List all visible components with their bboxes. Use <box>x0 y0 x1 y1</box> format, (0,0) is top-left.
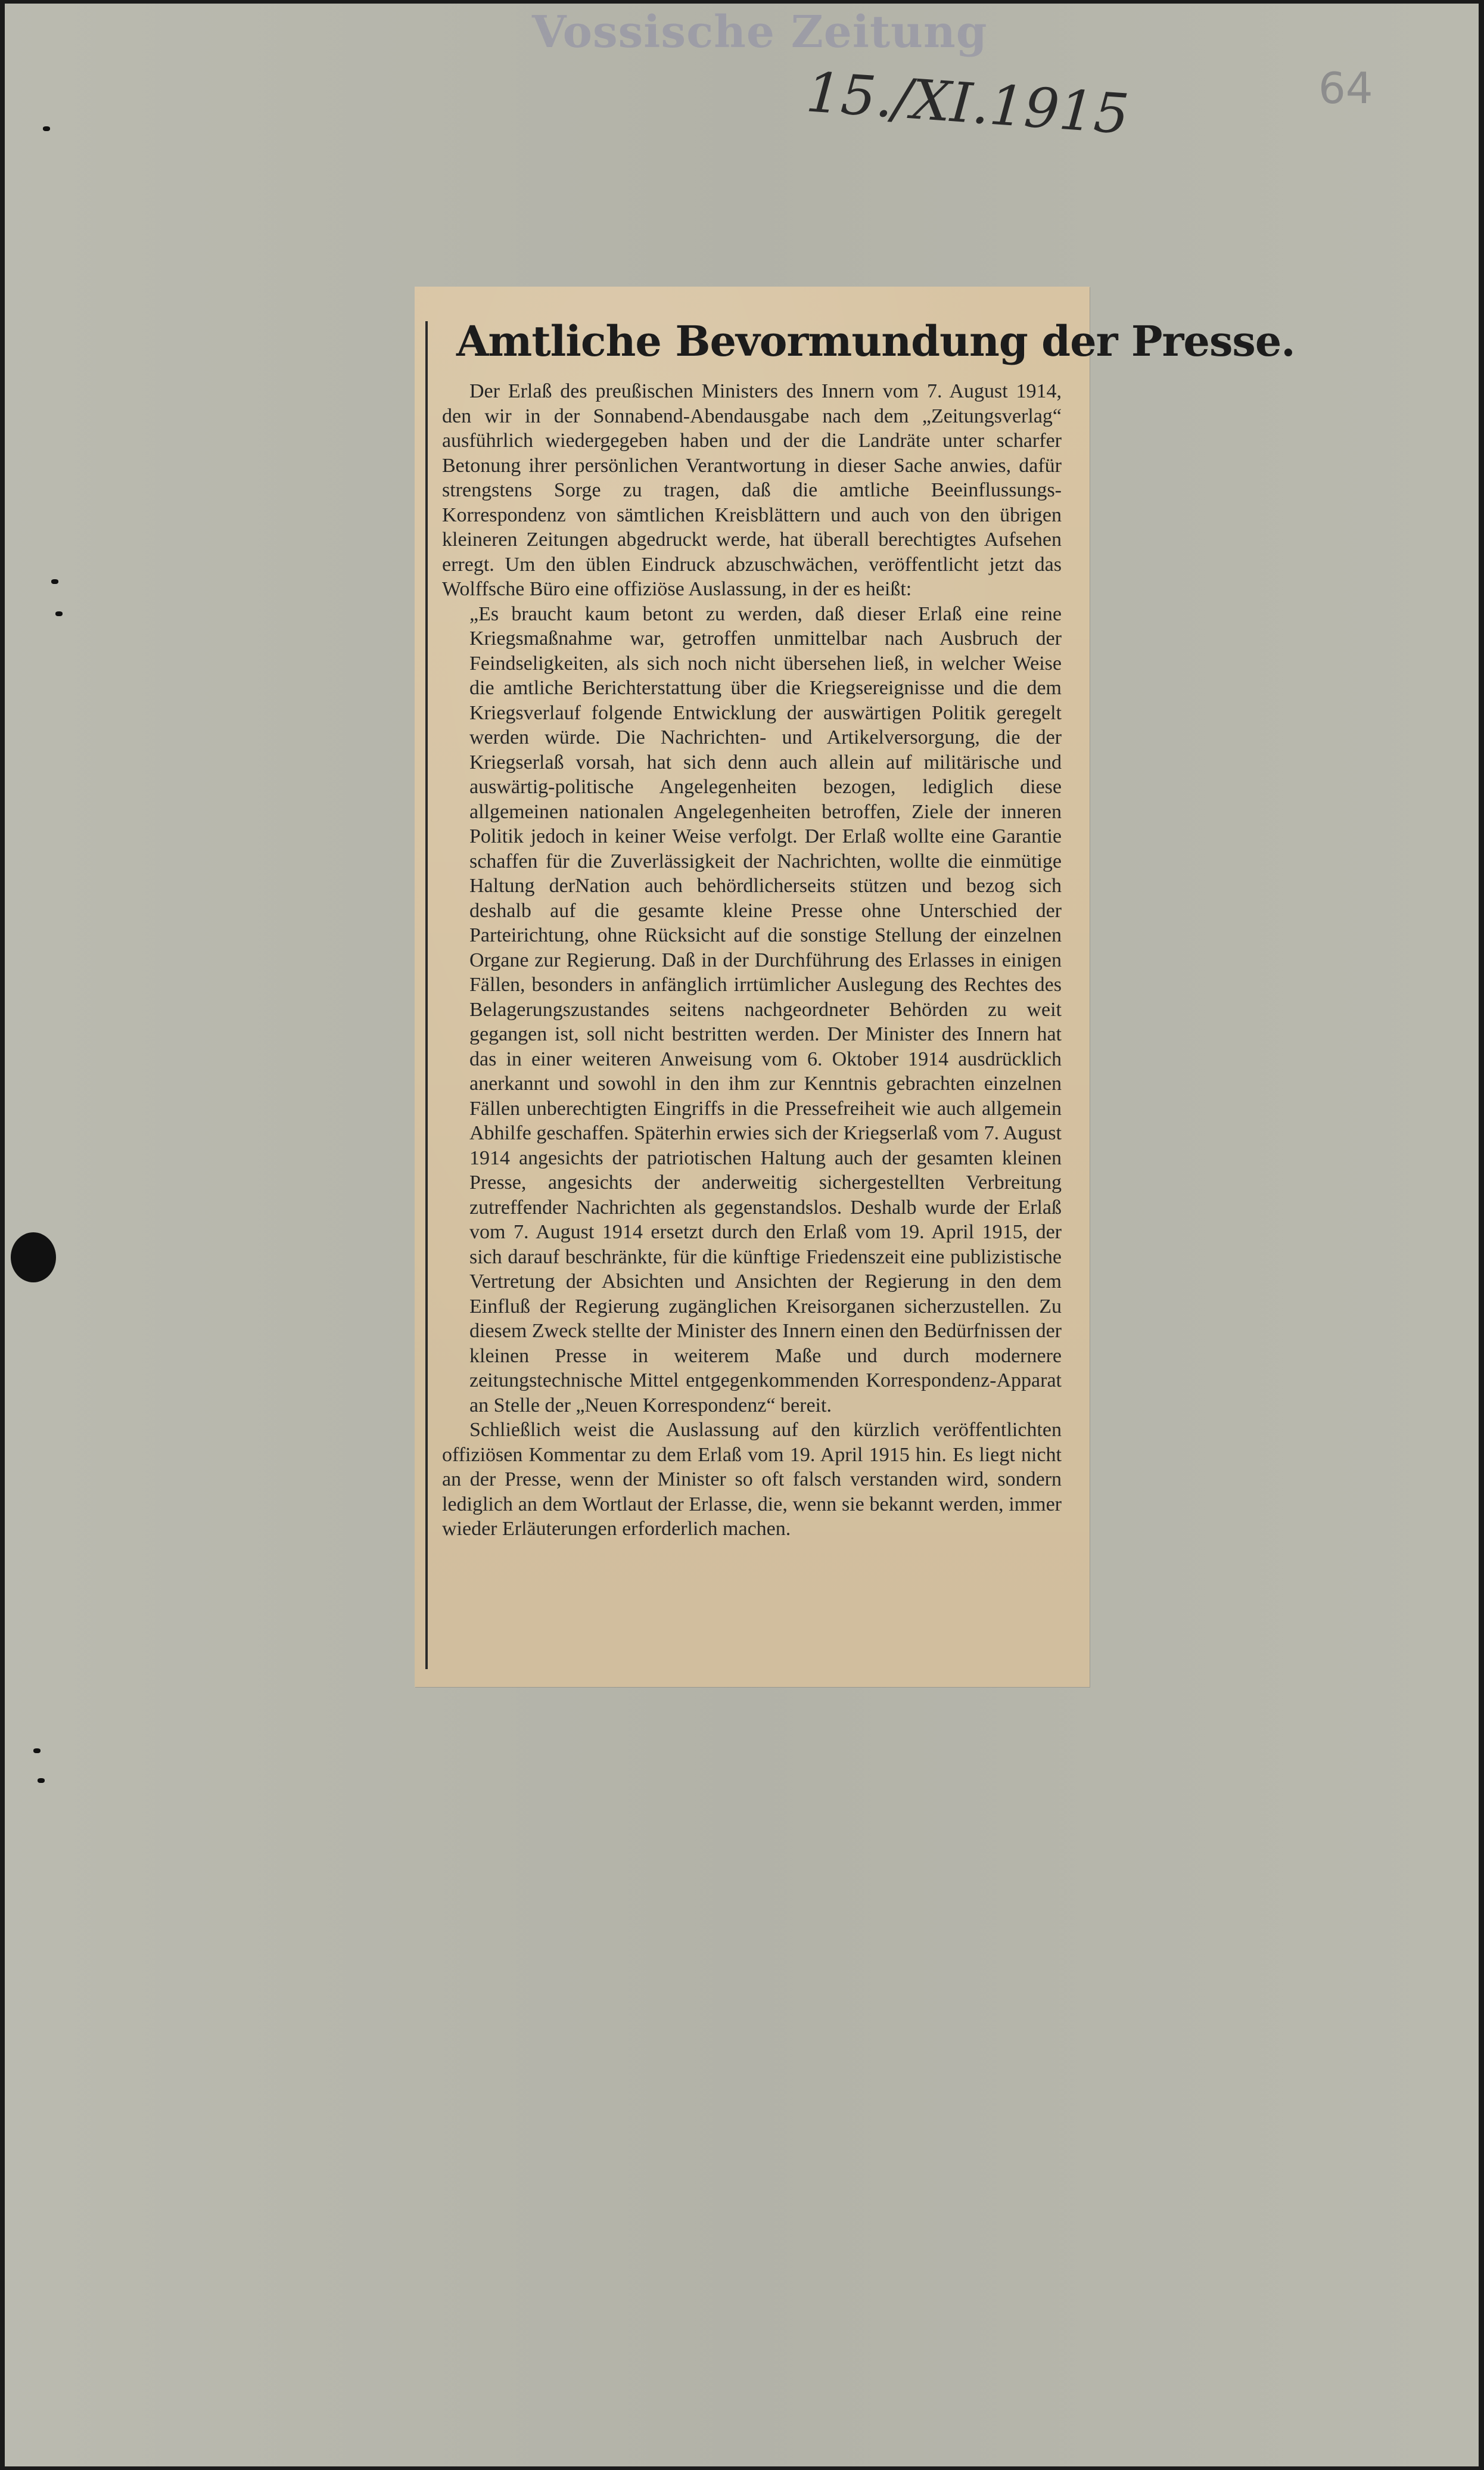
page-number: 64 <box>1318 63 1373 113</box>
article-paragraph: Schließlich weist die Auslassung auf den kürzlich veröffentlichten offiziösen Kommentar zu dem Erlaß vom 19. April 1915 hin. Es liegt nicht an der Presse, wenn der Minister so oft falsch verstanden wird, sondern lediglich an dem Wortlaut der Erlasse, die, wenn sie bekannt werden, immer wieder Erläuterungen erforderlich machen. <box>442 1419 1062 1540</box>
newspaper-stamp: Vossische Zeitung <box>532 7 988 58</box>
article-quote-paragraph: „Es braucht kaum betont zu werden, daß dieser Erlaß eine reine Kriegsmaßnahme war, getroffen unmittelbar nach Ausbruch der Feindseligkeiten, als sich noch nicht übersehen ließ, in welcher Weise die amtliche Berichterstattung über die Kriegsereignisse und die dem Kriegsverlauf folgende Entwicklung der auswärtigen Politik geregelt werden würde. Die Nachrichten- und Artikelversorgung, die der Kriegserlaß vorsah, hat sich denn auch allein auf militärische und auswärtig-politische Angelegenheiten bezogen, lediglich diese allgemeinen nationalen Angelegenheiten betroffen, Ziele der inneren Politik jedoch in keiner Weise verfolgt. Der Erlaß wollte eine Garantie schaffen für die Zuverlässigkeit der Nachrichten, wollte die einmütige Haltung derNation auch behördlicherseits stützen und bezog sich deshalb auf die gesamte kleine Presse ohne Unterschied der Parteirichtung, ohne Rücksicht auf die sonstige Stellung der einzelnen Organe zur Regierung. Daß in der Durchführung des Erlasses in einigen Fällen, besonders in anfänglich irrtümlicher Auslegung des Rechtes des Belagerungszustandes seitens nachgeordneter Behörden zu weit gegangen ist, soll nicht bestritten werden. Der Minister des Innern hat das in einer weiteren Anweisung vom 6. Oktober 1914 ausdrücklich anerkannt und sowohl in den ihm zur Kenntnis gebrachten einzelnen Fällen unberechtigten Eingriffs in die Pressefreiheit wie auch allgemein Abhilfe geschaffen. Späterhin erwies sich der Kriegserlaß vom 7. August 1914 angesichts der patriotischen Haltung auch der gesamten kleinen Presse, angesichts der anderweitig sichergestellten Verbreitung zutreffender Nachrichten als gegenstandslos. Deshalb wurde der Erlaß vom 7. August 1914 ersetzt durch den Erlaß vom 19. April 1915, der sich darauf beschränkte, für die künftige Friedenszeit eine publizistische Vertretung der Absichten und Ansichten der Regierung in den dem Einfluß der Regierung zugänglichen Kreisorganen sicherzustellen. Zu diesem Zweck stellte der Minister des Innern einen den Bedürfnissen der kleinen Presse in weiterem Maße und durch modernere zeitungstechnische Mittel entgegenkommenden Korrespondenz-Apparat an Stelle der „Neuen Korrespondenz“ bereit. <box>469 602 1062 1416</box>
article-body <box>442 379 1062 1678</box>
binding-mark <box>43 126 50 131</box>
handwritten-date: 15./XI.1915 <box>804 60 1131 147</box>
article-headline: Amtliche Bevormundung der Presse. <box>456 316 1295 366</box>
punch-hole <box>11 1232 56 1282</box>
column-rule <box>425 321 428 1669</box>
binding-mark <box>33 1748 41 1753</box>
newspaper-clipping <box>415 287 1295 1687</box>
archive-sheet <box>5 4 1479 2466</box>
binding-mark <box>38 1778 45 1783</box>
binding-mark <box>51 579 58 584</box>
binding-mark <box>55 611 63 616</box>
article-paragraph: Der Erlaß des preußischen Ministers des Innern vom 7. August 1914, den wir in der Sonnabend-Abendausgabe nach dem „Zeitungsverlag“ ausführlich wiedergegeben haben und der die Landräte unter scharfer Betonung ihrer persönlichen Verantwortung in dieser Sache anwies, dafür strengstens Sorge zu tragen, daß die amtliche Beeinflussungs-Korrespondenz von sämtlichen Kreisblättern und auch von den übrigen kleineren Zeitungen abgedruckt werde, hat überall berechtigtes Aufsehen erregt. Um den üblen Eindruck abzuschwächen, veröffentlicht jetzt das Wolffsche Büro eine offiziöse Auslassung, in der es heißt: <box>442 380 1062 600</box>
